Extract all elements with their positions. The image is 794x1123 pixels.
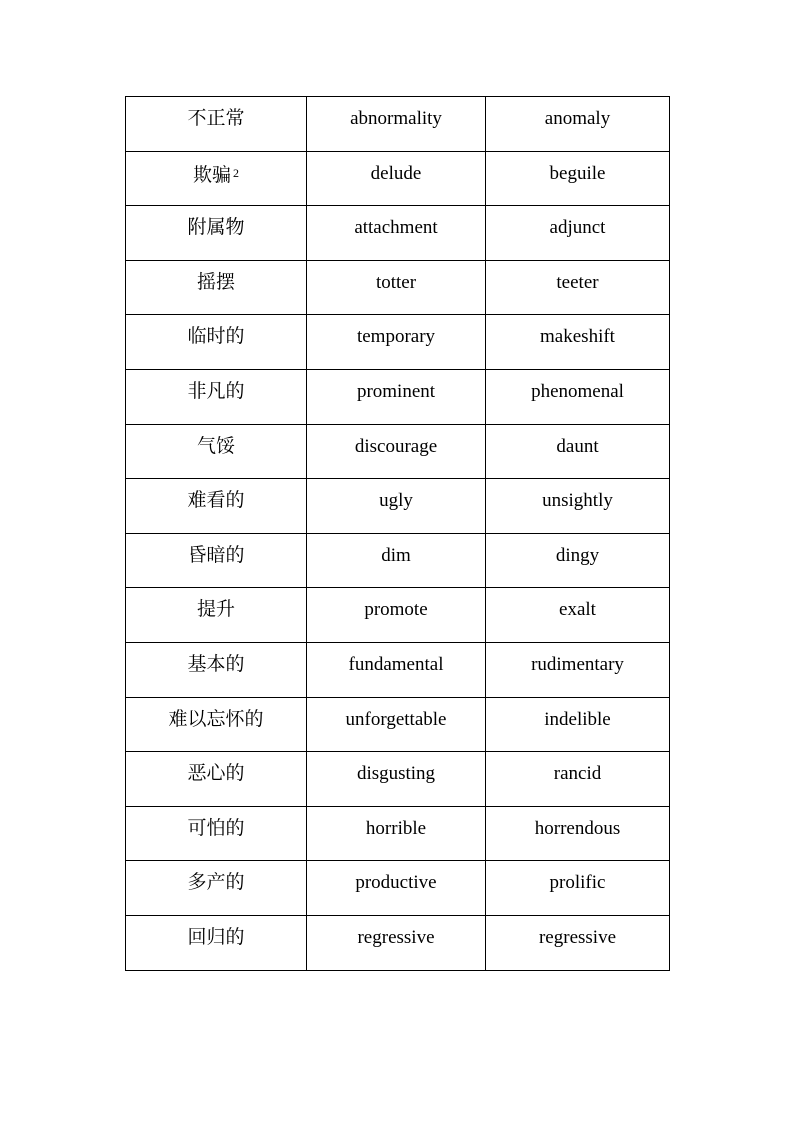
english-word-cell	[307, 424, 486, 479]
table-row	[126, 806, 670, 861]
table-row	[126, 588, 670, 643]
english-word-basic: prominent	[356, 380, 436, 402]
english-word-cell	[307, 533, 486, 588]
table-row	[126, 97, 670, 152]
english-word-basic: promote	[364, 599, 428, 621]
chinese-term-cell	[126, 752, 307, 807]
synonym-word-cell	[486, 206, 670, 261]
synonym-word-cell	[486, 861, 670, 916]
table-row	[126, 315, 670, 370]
table-row	[126, 479, 670, 534]
synonym-word-cell	[486, 97, 670, 152]
english-word-basic: delude	[370, 162, 422, 184]
synonym-word-cell	[486, 806, 670, 861]
english-word-basic: unforgettable	[345, 708, 447, 730]
english-word-advanced: regressive	[538, 926, 617, 948]
chinese-term-text: 昏暗的	[187, 543, 245, 566]
chinese-term	[126, 315, 306, 346]
chinese-term	[126, 698, 306, 729]
english-word-basic: fundamental	[348, 653, 444, 675]
chinese-term-cell	[126, 697, 307, 752]
chinese-term-cell	[126, 369, 307, 424]
chinese-term-cell	[126, 861, 307, 916]
synonym-word-cell	[486, 642, 670, 697]
english-word-cell	[307, 915, 486, 970]
english-word-basic: temporary	[356, 326, 436, 348]
english-word-cell	[307, 806, 486, 861]
vocabulary-table-body	[126, 97, 670, 971]
chinese-term-cell	[126, 533, 307, 588]
chinese-term-text: 气馁	[196, 434, 235, 457]
english-word-advanced: rudimentary	[531, 653, 624, 675]
chinese-term-cell	[126, 151, 307, 206]
table-row	[126, 533, 670, 588]
english-word-basic: horrible	[365, 817, 427, 839]
chinese-term-text: 可怕的	[187, 816, 245, 839]
english-word-basic: discourage	[354, 435, 438, 457]
english-word-advanced: daunt	[556, 435, 599, 457]
chinese-term-text: 欺骗	[192, 163, 231, 186]
table-row	[126, 260, 670, 315]
chinese-term	[126, 534, 306, 565]
table-row	[126, 915, 670, 970]
term-note-number: 2	[233, 165, 239, 180]
english-word-basic: attachment	[354, 217, 438, 239]
table-row	[126, 206, 670, 261]
chinese-term	[126, 643, 306, 674]
english-word-basic: productive	[355, 872, 437, 894]
english-word-advanced: beguile	[549, 162, 606, 184]
chinese-term-text: 多产的	[187, 871, 245, 894]
chinese-term	[126, 861, 306, 892]
chinese-term-text: 摇摆	[196, 270, 235, 293]
english-word-advanced: horrendous	[534, 817, 621, 839]
english-word-advanced: teeter	[556, 271, 599, 293]
synonym-word-cell	[486, 315, 670, 370]
synonym-word-cell	[486, 752, 670, 807]
chinese-term	[126, 479, 306, 510]
chinese-term	[126, 752, 306, 783]
english-word-advanced: unsightly	[542, 490, 613, 512]
chinese-term-text: 基本的	[187, 652, 245, 675]
chinese-term-cell	[126, 260, 307, 315]
chinese-term-text: 非凡的	[187, 379, 245, 402]
english-word-cell	[307, 752, 486, 807]
english-word-cell	[307, 697, 486, 752]
english-word-advanced: dingy	[555, 544, 600, 566]
synonym-word-cell	[486, 369, 670, 424]
english-word-advanced: phenomenal	[531, 380, 624, 402]
chinese-term	[126, 97, 306, 128]
chinese-term-text: 难以忘怀的	[168, 707, 264, 730]
table-row	[126, 697, 670, 752]
english-word-advanced: makeshift	[540, 326, 615, 348]
chinese-term	[126, 206, 306, 237]
english-word-basic: ugly	[379, 490, 413, 512]
chinese-term	[126, 152, 306, 185]
chinese-term-cell	[126, 479, 307, 534]
english-word-advanced: prolific	[549, 872, 606, 894]
table-row	[126, 151, 670, 206]
table-row	[126, 752, 670, 807]
chinese-term	[126, 588, 306, 619]
table-row	[126, 424, 670, 479]
chinese-term-text: 提升	[196, 598, 235, 621]
chinese-term	[126, 425, 306, 456]
english-word-basic: regressive	[357, 926, 435, 948]
chinese-term-cell	[126, 642, 307, 697]
synonym-word-cell	[486, 260, 670, 315]
chinese-term-text: 不正常	[187, 107, 245, 129]
synonym-word-cell	[486, 424, 670, 479]
chinese-term-text: 附属物	[187, 216, 245, 239]
chinese-term-text: 恶心的	[187, 762, 245, 785]
chinese-term	[126, 807, 306, 838]
synonym-word-cell	[486, 588, 670, 643]
english-word-cell	[307, 151, 486, 206]
english-word-basic: disgusting	[356, 763, 436, 785]
english-word-advanced: adjunct	[549, 217, 606, 239]
table-row	[126, 369, 670, 424]
english-word-basic: dim	[381, 544, 411, 566]
chinese-term-cell	[126, 206, 307, 261]
chinese-term-text: 回归的	[187, 925, 245, 948]
vocabulary-table	[125, 96, 670, 971]
synonym-word-cell	[486, 915, 670, 970]
english-word-cell	[307, 315, 486, 370]
english-word-cell	[307, 369, 486, 424]
chinese-term-cell	[126, 588, 307, 643]
english-word-advanced: indelible	[544, 708, 611, 730]
english-word-advanced: exalt	[559, 599, 596, 621]
english-word-cell	[307, 479, 486, 534]
english-word-advanced: anomaly	[544, 108, 611, 129]
english-word-cell	[307, 206, 486, 261]
table-row	[126, 642, 670, 697]
chinese-term	[126, 261, 306, 292]
synonym-word-cell	[486, 479, 670, 534]
chinese-term-cell	[126, 315, 307, 370]
chinese-term	[126, 370, 306, 401]
chinese-term-cell	[126, 806, 307, 861]
synonym-word-cell	[486, 697, 670, 752]
chinese-term-cell	[126, 915, 307, 970]
english-word-cell	[307, 260, 486, 315]
chinese-term-text: 临时的	[187, 325, 245, 348]
english-word-cell	[307, 97, 486, 152]
table-row	[126, 861, 670, 916]
chinese-term-cell	[126, 97, 307, 152]
english-word-advanced: rancid	[553, 763, 602, 785]
synonym-word-cell	[486, 533, 670, 588]
chinese-term-text: 难看的	[187, 489, 245, 512]
english-word-cell	[307, 642, 486, 697]
chinese-term	[126, 916, 306, 947]
english-word-cell	[307, 588, 486, 643]
english-word-cell	[307, 861, 486, 916]
chinese-term-cell	[126, 424, 307, 479]
synonym-word-cell	[486, 151, 670, 206]
english-word-basic: totter	[375, 271, 417, 293]
english-word-basic: abnormality	[350, 108, 442, 129]
